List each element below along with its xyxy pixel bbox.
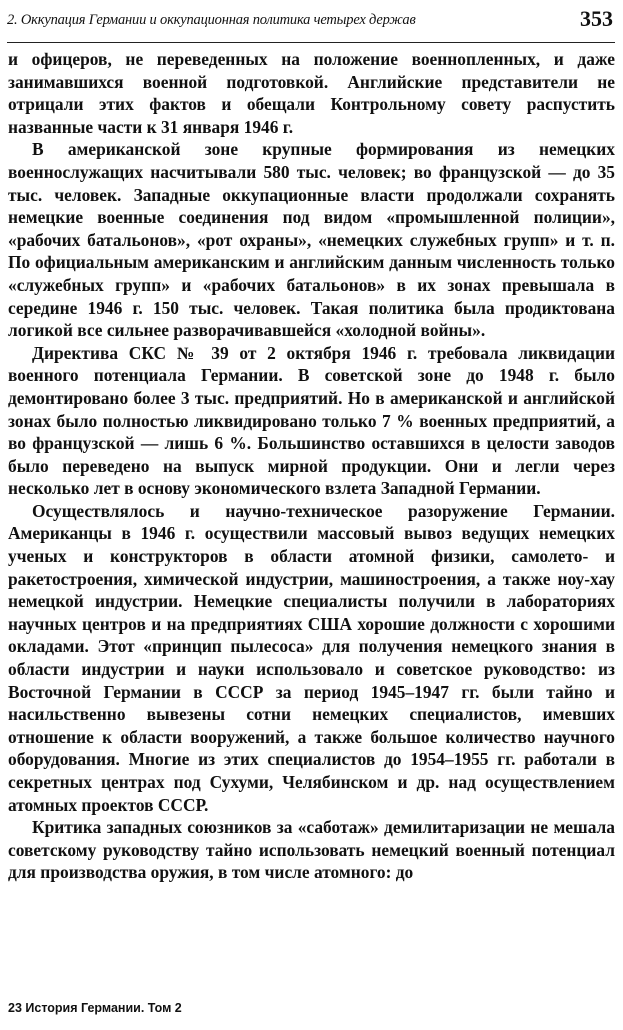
paragraph: В американской зоне крупные формирования из немецких военнослужащих насчитывали 580 тыс. человек; во французской — до 35 тыс. человек. Западные оккупационные власти продолжали сохранять немецкие военные соединения под видом «промышленной полиции», «рабочих батальонов», «рот охраны», «немецких служебных групп» и т. п. По официальным американским и английским данным численность только «служебных групп» и «рабочих батальонов» в их зонах превышала в середине 1946 г. 150 тыс. человек. Такая политика была продиктована логикой все сильнее разворачивавшейся «холодной войны». [8,139,615,341]
paragraph: и офицеров, не переведенных на положение военнопленных, и даже занимавшихся военной подготовкой. Английские представители не отрицали этих фактов и обещали Контрольному совету распустить названные части к 31 января 1946 г. [8,49,615,137]
running-head: 2. Оккупация Германии и оккупационная политика четырех держав [7,12,416,28]
paragraph: Директива СКС № 39 от 2 октября 1946 г. требовала ликвидации военного потенциала Германии. В советской зоне до 1948 г. было демонтировано более 3 тыс. предприятий. Но в американской и английской зонах было полностью ликвидировано только 7 % военных предприятий, а во французской — лишь 6 %. Большинство оставшихся в целости заводов было переведено на выпуск мирной продукции. Они и легли через несколько лет в основу экономического взлета Западной Германии. [8,342,615,499]
page-number: 353 [580,6,613,31]
paragraph: Осуществлялось и научно-техническое разоружение Германии. Американцы в 1946 г. осуществили массовый вывоз ведущих немецких ученых и конструкторов в области атомной физики, самолето- и ракетостроения, химической индустрии, машиностроения, а также ноу-хау немецкой индустрии. Немецкие специалисты получили в лабораториях научных центров и на предприятиях США хорошие должности с хорошими окладами. Этот «принцип пылесоса» для получения немецкого знания в области индустрии и науки использовало и советское руководство: из Восточной Германии в СССР за период 1945–1947 гг. были тайно и насильственно вывезены сотни немецких специалистов, имевших отношение к области вооружений, а также большое количество научного оборудования. Многие из этих специалистов до 1954–1955 гг. работали в секретных центрах под Сухуми, Челябинском и др. над осуществлением атомных проектов СССР. [8,500,615,815]
body-text [8,48,615,884]
page-header [7,2,615,43]
paragraph: Критика западных союзников за «саботаж» демилитаризации не мешала советскому руководству тайно использовать немецкий военный потенциал для производства оружия, в том числе атомного: до [8,817,615,883]
printer-signature: 23 История Германии. Том 2 [8,1001,182,1015]
